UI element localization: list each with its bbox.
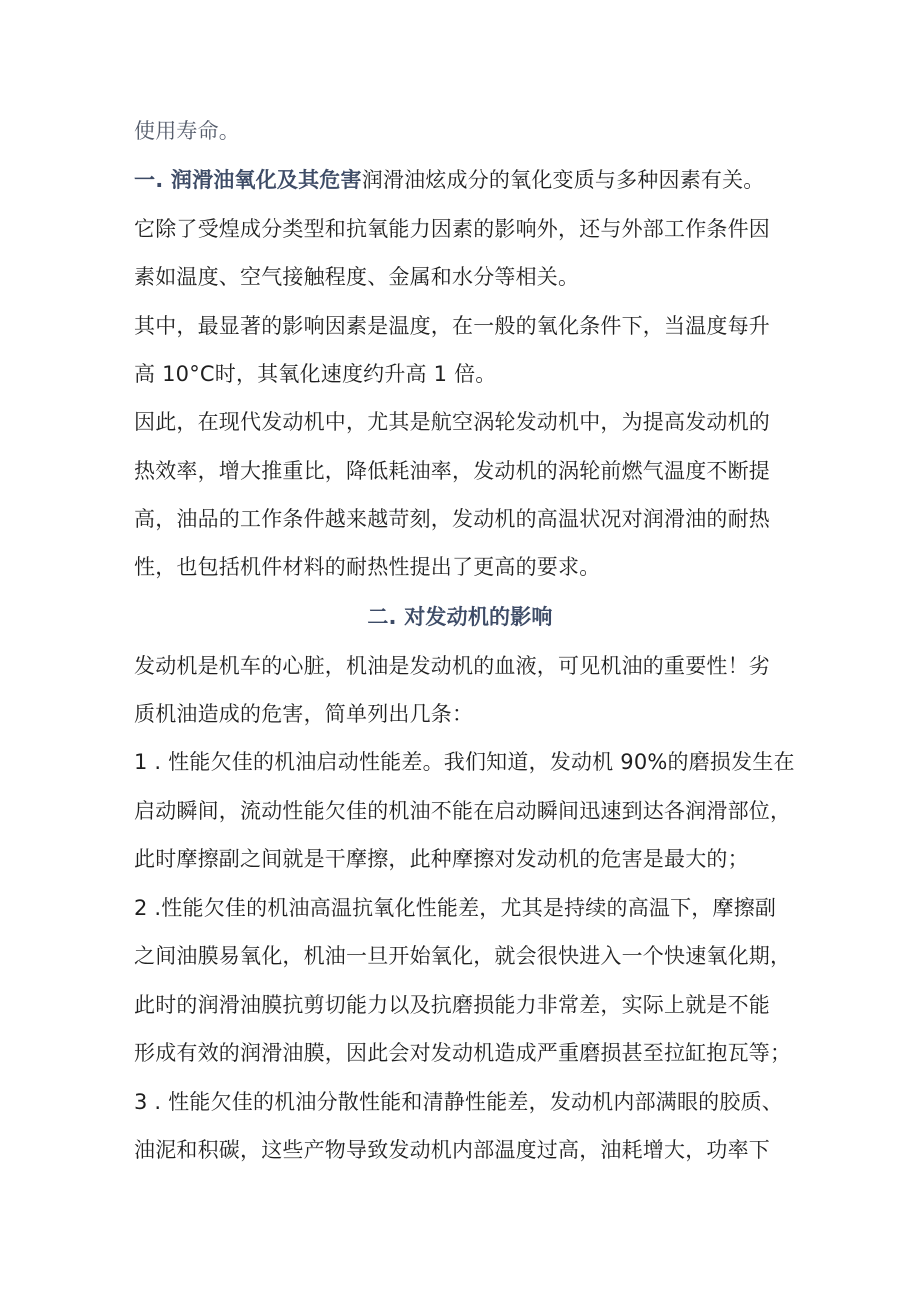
text-line: 发动机是机车的心脏，机油是发动机的血液，可见机油的重要性！劣 [134,654,770,678]
text-line: 高 10°C时，其氧化速度约升高 1 倍。 [134,362,497,386]
text-line: 高，油品的工作条件越来越苛刻，发动机的高温状况对润滑油的耐热 [134,507,770,531]
section-1-heading-line: 一. 润滑油氧化及其危害润滑油炫成分的氧化变质与多种因素有关。 [134,168,765,192]
section-2-heading: 二. 对发动机的影响 [367,605,553,629]
text-line: 此时摩擦副之间就是干摩擦，此种摩擦对发动机的危害是最大的； [134,847,749,871]
text-line: 油泥和积碳，这些产物导致发动机内部温度过高，油耗增大，功率下 [134,1138,770,1162]
text-line: 使用寿命。 [134,119,240,143]
text-line: 因此，在现代发动机中，尤其是航空涡轮发动机中，为提高发动机的 [134,410,770,434]
text-line: 性，也包括机件材料的耐热性提出了更高的要求。 [134,555,601,579]
list-item-2: 2 .性能欠佳的机油高温抗氧化性能差，尤其是持续的高温下，摩擦副 [134,896,777,920]
list-item-1: 1 . 性能欠佳的机油启动性能差。我们知道，发动机 90%的磨损发生在 [134,750,795,774]
text-line: 启动瞬间，流动性能欠佳的机油不能在启动瞬间迅速到达各润滑部位， [134,799,792,823]
text-line: 它除了受煌成分类型和抗氧能力因素的影响外，还与外部工作条件因 [134,217,770,241]
text-line: 热效率，增大推重比，降低耗油率，发动机的涡轮前燃气温度不断提 [134,459,770,483]
text-line: 之间油膜易氧化，机油一旦开始氧化，就会很快进入一个快速氧化期， [134,944,792,968]
list-item-3: 3 . 性能欠佳的机油分散性能和清静性能差，发动机内部满眼的胶质、 [134,1090,783,1114]
text-line: 素如温度、空气接触程度、金属和水分等相关。 [134,265,580,289]
text-line: 质机油造成的危害，简单列出几条： [134,702,474,726]
text-line: 形成有效的润滑油膜，因此会对发动机造成严重磨损甚至拉缸抱瓦等； [134,1041,792,1065]
section-heading: 一. 润滑油氧化及其危害 [134,168,362,192]
text-line: 此时的润滑油膜抗剪切能力以及抗磨损能力非常差，实际上就是不能 [134,993,770,1017]
text-line: 其中，最显著的影响因素是温度，在一般的氧化条件下，当温度每升 [134,314,770,338]
